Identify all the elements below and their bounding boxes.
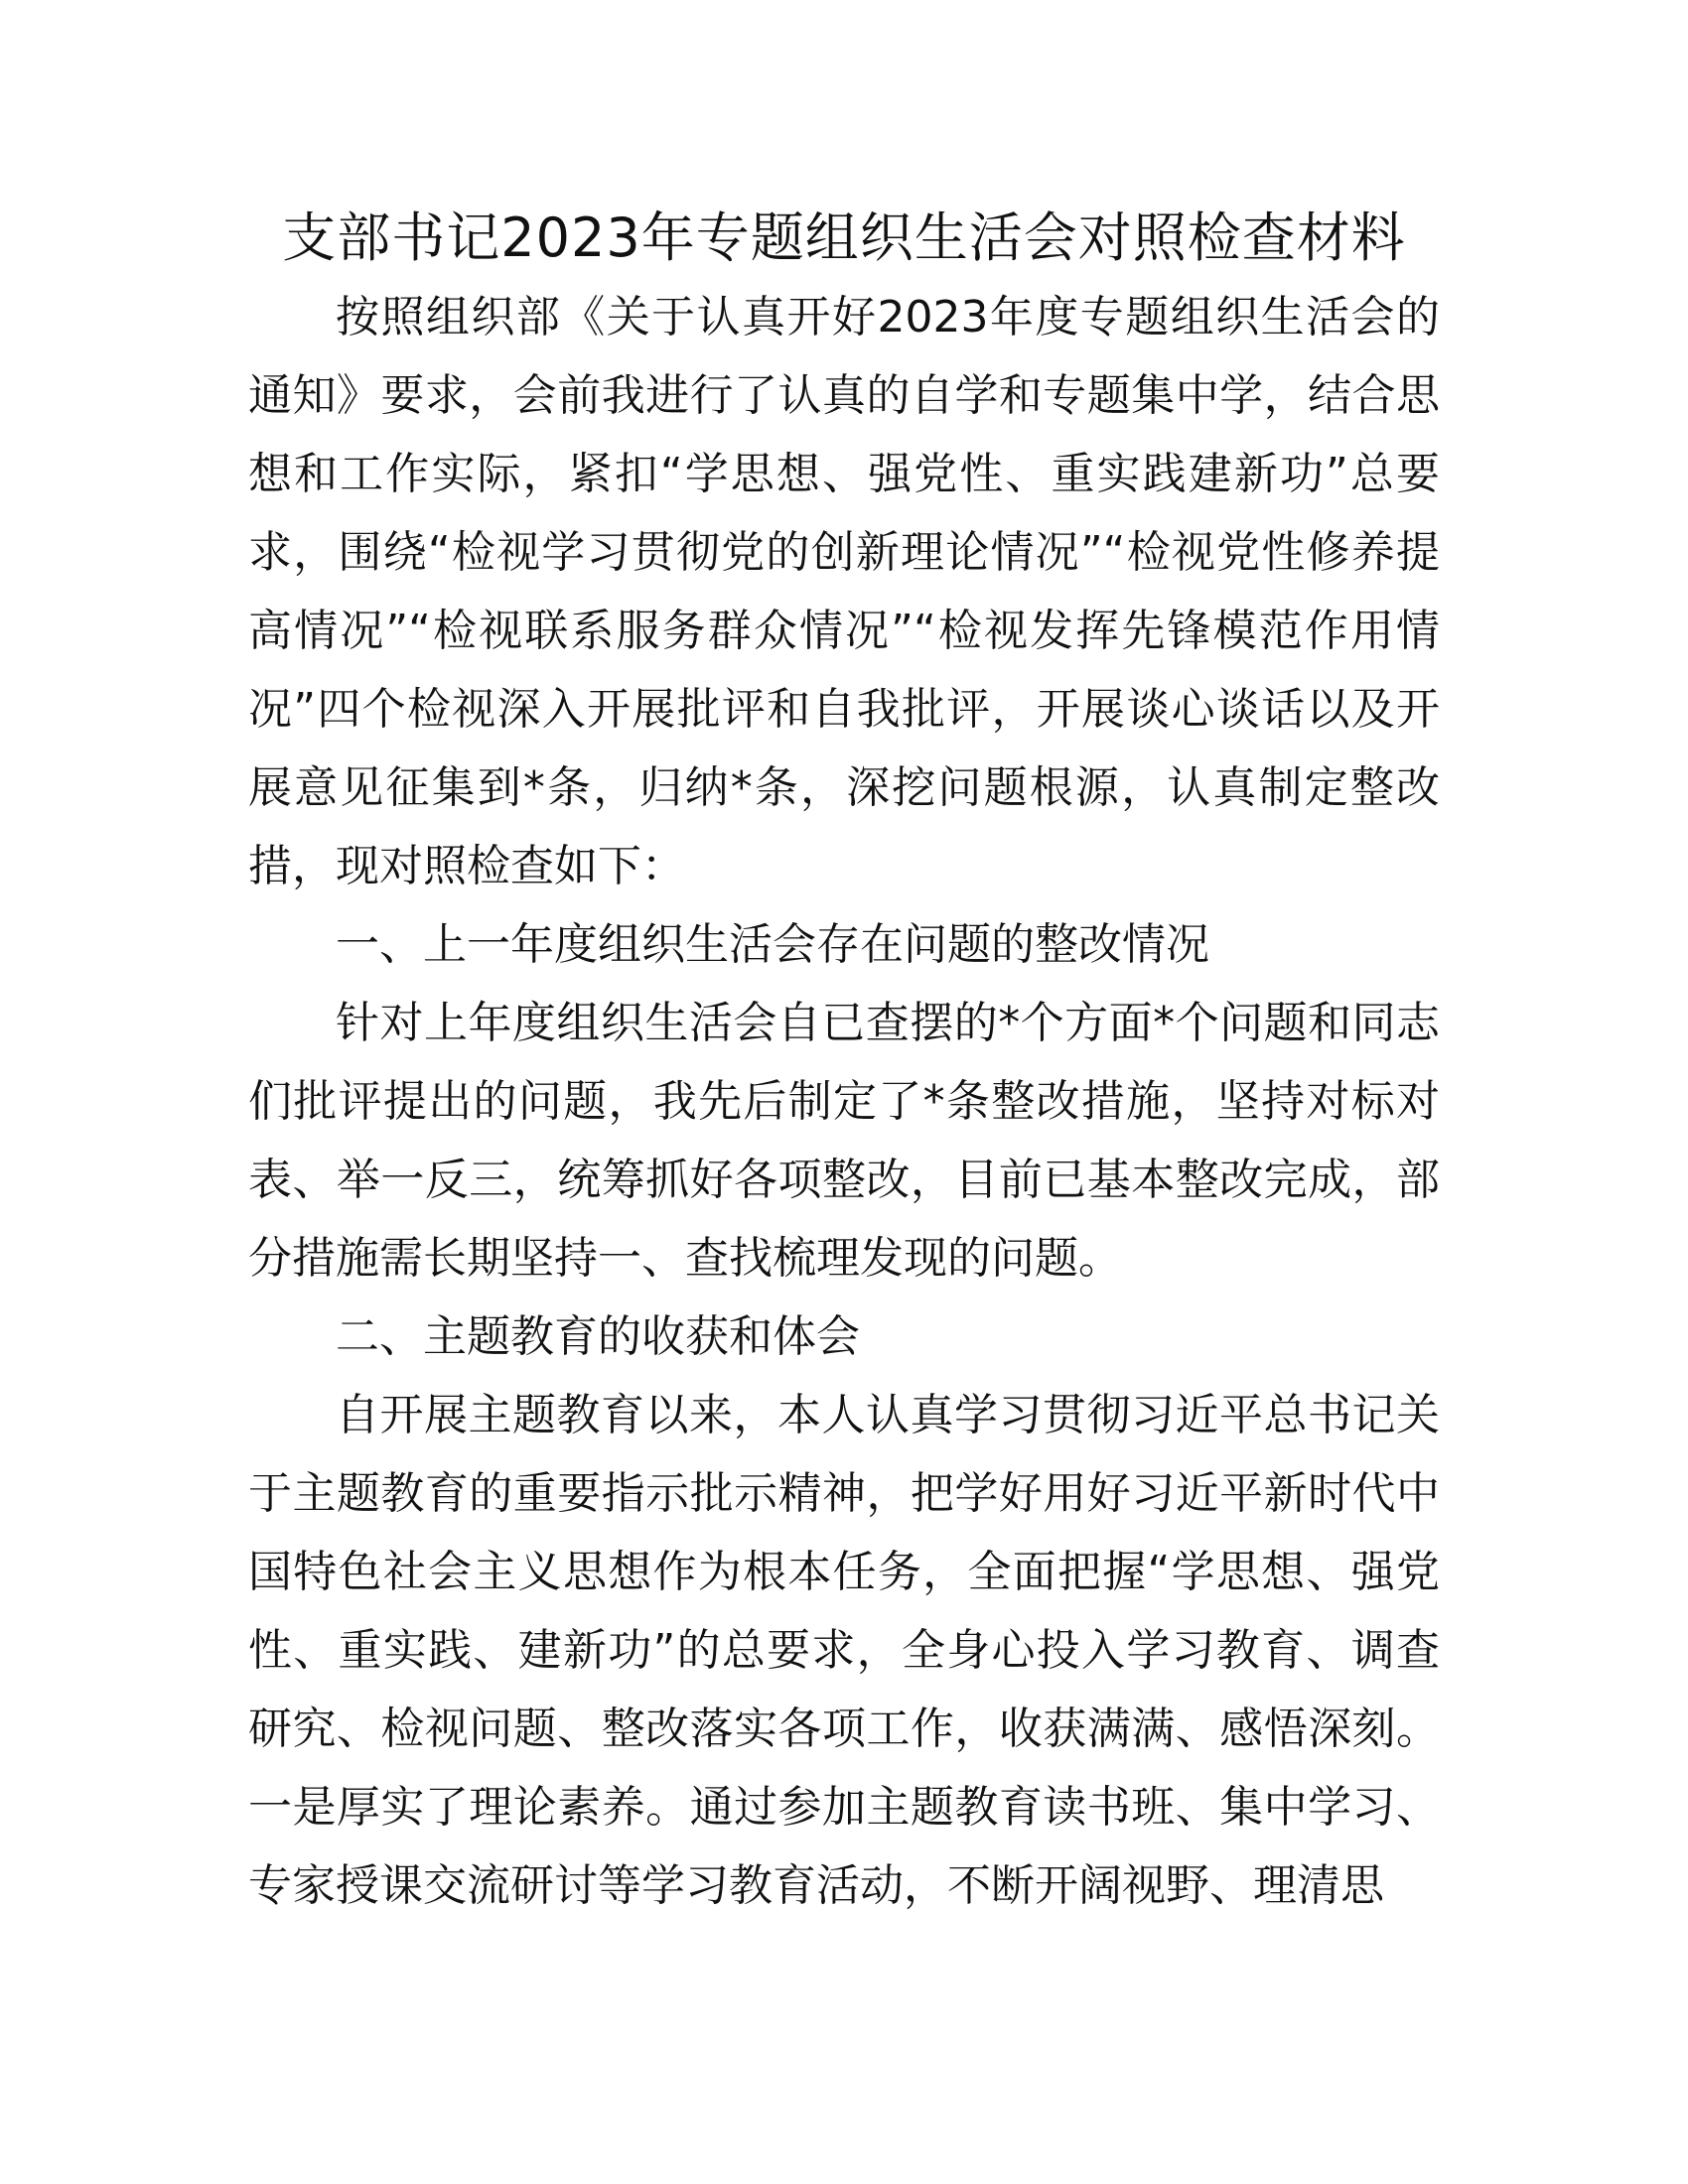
document-body [248, 199, 1440, 1925]
section-heading-2: 二、主题教育的收获和体会 [336, 1311, 860, 1362]
intro-paragraph: 按照组织部《关于认真开好2023年度专题组织生活会的通知》要求，会前我进行了认真的自学和专题集中学，结合思想和工作实际，紧扣“学思想、强党性、重实践建新功”总要求，围绕“检视学习贯彻党的创新理论情况”“检视党性修养提高情况”“检视联系服务群众情况”“检视发挥先锋模范作用情况”四个检视深入开展批评和自我批评，开展谈心谈话以及开展意见征集到*条，归纳*条，深挖问题根源，认真制定整改措，现对照检查如下： [248, 292, 1440, 891]
section-2-paragraph: 自开展主题教育以来，本人认真学习贯彻习近平总书记关于主题教育的重要指示批示精神，把学好用好习近平新时代中国特色社会主义思想作为根本任务，全面把握“学思想、强党性、重实践、建新功”的总要求，全身心投入学习教育、调查研究、检视问题、整改落实各项工作，收获满满、感悟深刻。一是厚实了理论素养。通过参加主题教育读书班、集中学习、专家授课交流研讨等学习教育活动，不断开阔视野、理清思 [248, 1390, 1440, 1911]
section-heading-1: 一、上一年度组织生活会存在问题的整改情况 [336, 919, 1209, 970]
document-title: 支部书记2023年专题组织生活会对照检查材料 [282, 206, 1406, 269]
section-1-paragraph: 针对上年度组织生活会自已查摆的*个方面*个问题和同志们批评提出的问题，我先后制定了*条整改措施，坚持对标对表、举一反三，统筹抓好各项整改，目前已基本整改完成，部分措施需长期坚持一、查找梳理发现的问题。 [248, 998, 1440, 1284]
